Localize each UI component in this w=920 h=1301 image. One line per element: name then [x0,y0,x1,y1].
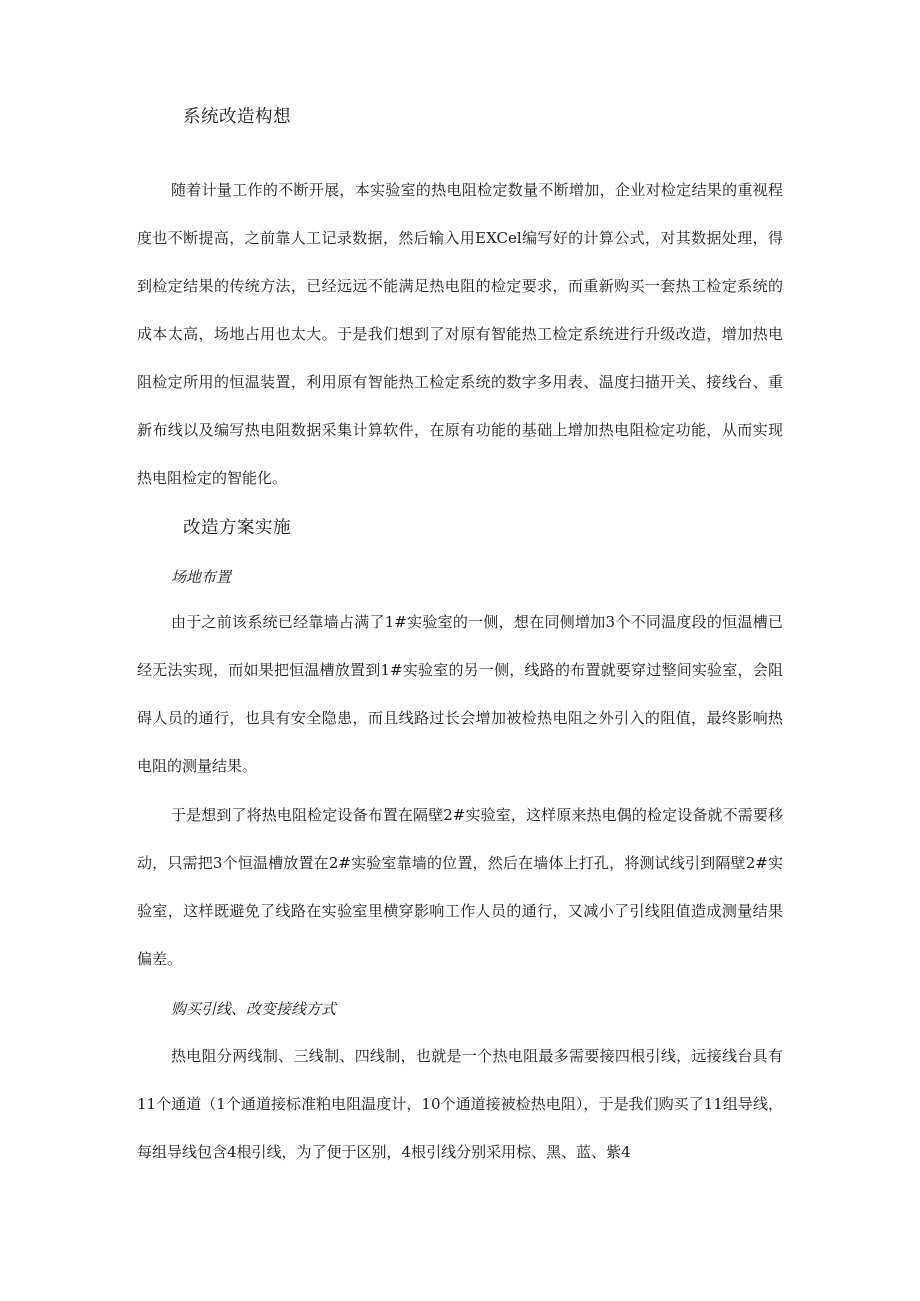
paragraph-site-layout-2 [137,804,783,971]
paragraph-concept [137,179,783,490]
paragraph-line: 新布线以及编写热电阻数据采集计算软件，在原有功能的基础上增加热电阻检定功能，从而实现 [137,421,783,439]
paragraph-line: 验室，这样既避免了线路在实验室里横穿影响工作人员的通行，又减小了引线阻值造成测量结果 [137,902,783,920]
section-heading-implementation: 改造方案实施 [183,518,291,538]
paragraph-line: 碍人员的通行，也具有安全隐患，而且线路过长会增加被检热电阻之外引入的阻值，最终影响热 [137,709,783,727]
paragraph-line: 热电阻分两线制、三线制、四线制，也就是一个热电阻最多需要接四根引线，远接线台具有 [171,1047,783,1065]
paragraph-line: 阻检定所用的恒温装置，利用原有智能热工检定系统的数字多用表、温度扫描开关、接线台、重 [137,373,783,391]
section-heading-concept: 系统改造构想 [183,107,291,127]
subsection-title-wiring: 购买引线、改变接线方式 [171,1000,337,1018]
paragraph-line: 于是想到了将热电阻检定设备布置在隔壁2#实验室，这样原来热电偶的检定设备就不需要移 [171,806,783,824]
paragraph-line: 电阻的测量结果。 [137,757,258,775]
paragraph-line: 每组导线包含4根引线，为了便于区别，4根引线分别采用棕、黑、蓝、紫4 [137,1143,631,1161]
paragraph-line: 动，只需把3个恒温槽放置在2#实验室靠墙的位置，然后在墙体上打孔，将测试线引到隔壁2#实 [137,854,783,872]
paragraph-line: 11个通道（1个通道接标准粕电阻温度计，10个通道接被检热电阻），于是我们购买了11组导线， [137,1095,783,1113]
subsection-title-site-layout: 场地布置 [171,568,232,586]
paragraph-wiring [137,1045,783,1164]
paragraph-line: 热电阻检定的智能化。 [137,469,288,487]
paragraph-line: 随着计量工作的不断开展，本实验室的热电阻检定数量不断增加，企业对检定结果的重视程 [171,181,783,199]
paragraph-line: 到检定结果的传统方法，已经远远不能满足热电阻的检定要求，而重新购买一套热工检定系统的 [137,277,783,295]
paragraph-line: 度也不断提高，之前靠人工记录数据，然后输入用EXCel编写好的计算公式，对其数据处理，得 [137,229,783,247]
paragraph-line: 成本太高，场地占用也太大。于是我们想到了对原有智能热工检定系统进行升级改造，增加热电 [137,325,783,343]
paragraph-line: 由于之前该系统已经靠墙占满了1#实验室的一侧，想在同侧增加3个不同温度段的恒温槽已 [171,613,783,631]
paragraph-line: 经无法实现，而如果把恒温槽放置到1#实验室的另一侧，线路的布置就要穿过整间实验室，会阻 [137,661,783,679]
paragraph-site-layout-1 [137,611,783,778]
paragraph-line: 偏差。 [137,950,183,968]
